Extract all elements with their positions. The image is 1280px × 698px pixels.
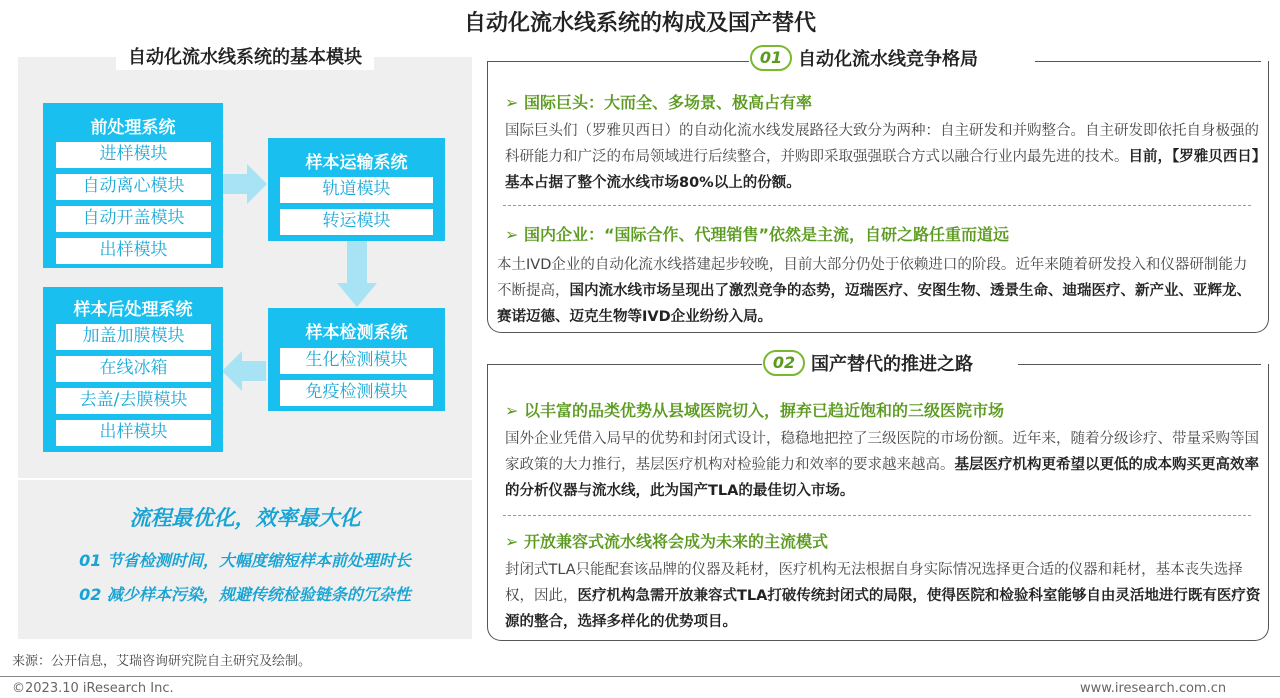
module-item: 去盖/去膜模块: [56, 388, 211, 414]
left-panel-heading: 自动化流水线系统的基本模块: [18, 46, 472, 70]
post-processing-title: 样本后处理系统: [73, 300, 193, 320]
footer-divider: [0, 676, 1280, 677]
website-link[interactable]: www.iresearch.com.cn: [1080, 681, 1227, 696]
module-item: 加盖加膜模块: [56, 324, 211, 350]
dashed-divider: [503, 205, 1251, 206]
bullet-heading: ➢ 开放兼容式流水线将会成为未来的主流模式: [505, 532, 828, 551]
detection-title: 样本检测系统: [305, 323, 408, 343]
benefit-point: 02 减少样本污染，规避传统检验链条的冗杂性: [79, 585, 411, 604]
paragraph: 国外企业凭借入局早的优势和封闭式设计，稳稳地把控了三级医院的市场份额。近年来，随着分级诊疗、带量采购等国家政策的大力推行，基层医疗机构对检验能力和效率的要求越来越高。基层医疗机构更希望以更低的成本购买更高效率的分析仪器与流水线，此为国产TLA的最佳切入市场。: [505, 431, 1259, 499]
section-title: 国产替代的推进之路: [811, 350, 981, 376]
module-item: 在线冰箱: [56, 356, 211, 382]
arrow-left-icon: [222, 351, 266, 391]
bullet-heading: ➢ 以丰富的品类优势从县域医院切入，摒弃已趋近饱和的三级医院市场: [505, 401, 1004, 420]
transport-title: 样本运输系统: [305, 153, 408, 173]
module-item: 自动开盖模块: [56, 206, 211, 232]
module-item: 进样模块: [56, 142, 211, 168]
divider: [18, 478, 472, 480]
slogan: 流程最优化，效率最大化: [129, 506, 361, 530]
copyright: ©2023.10 iResearch Inc.: [12, 681, 174, 696]
module-item: 生化检测模块: [280, 348, 433, 374]
module-item: 出样模块: [56, 238, 211, 264]
module-item: 转运模块: [280, 209, 433, 235]
module-item: 出样模块: [56, 420, 211, 446]
dashed-divider: [503, 515, 1251, 516]
section-number: 01: [750, 45, 792, 71]
source-note: 来源：公开信息，艾瑞咨询研究院自主研究及绘制。: [12, 654, 312, 669]
bullet-heading: ➢ 国际巨头：大而全、多场景、极高占有率: [505, 93, 812, 112]
paragraph: 国际巨头们（罗雅贝西日）的自动化流水线发展路径大致分为两种：自主研发和并购整合。自主研发即依托自身极强的科研能力和广泛的布局领域进行后续整合，并购即采取强强联合方式以融合行业内最先进的技术。目前，【罗雅贝西日】基本占据了整个流水线市场80%以上的份额。: [505, 123, 1259, 191]
arrow-right-icon: [223, 164, 267, 204]
paragraph: 封闭式TLA只能配套该品牌的仪器及耗材，医疗机构无法根据自身实际情况选择更合适的仪器和耗材，基本丧失选择权，因此，医疗机构急需开放兼容式TLA打破传统封闭式的局限，使得医院和检验科室能够自由灵活地进行既有医疗资源的整合，选择多样化的优势项目。: [505, 562, 1261, 630]
arrow-down-icon: [337, 241, 377, 307]
pre-processing-title: 前处理系统: [90, 118, 176, 138]
section-number: 02: [763, 350, 805, 376]
paragraph: 本土IVD企业的自动化流水线搭建起步较晚，目前大部分仍处于依赖进口的阶段。近年来随着研发投入和仪器研制能力不断提高，国内流水线市场呈现出了激烈竞争的态势，迈瑞医疗、安图生物、透景生命、迪瑞医疗、新产业、亚辉龙、赛诺迈德、迈克生物等IVD企业纷纷入局。: [497, 257, 1251, 325]
benefit-point: 01 节省检测时间，大幅度缩短样本前处理时长: [79, 551, 411, 570]
page-title: 自动化流水线系统的构成及国产替代: [463, 11, 816, 36]
module-item: 轨道模块: [280, 177, 433, 203]
module-item: 免疫检测模块: [280, 380, 433, 406]
section-title: 自动化流水线竞争格局: [798, 45, 986, 71]
bullet-heading: ➢ 国内企业：“国际合作、代理销售”依然是主流，自研之路任重而道远: [505, 225, 1010, 244]
module-item: 自动离心模块: [56, 174, 211, 200]
